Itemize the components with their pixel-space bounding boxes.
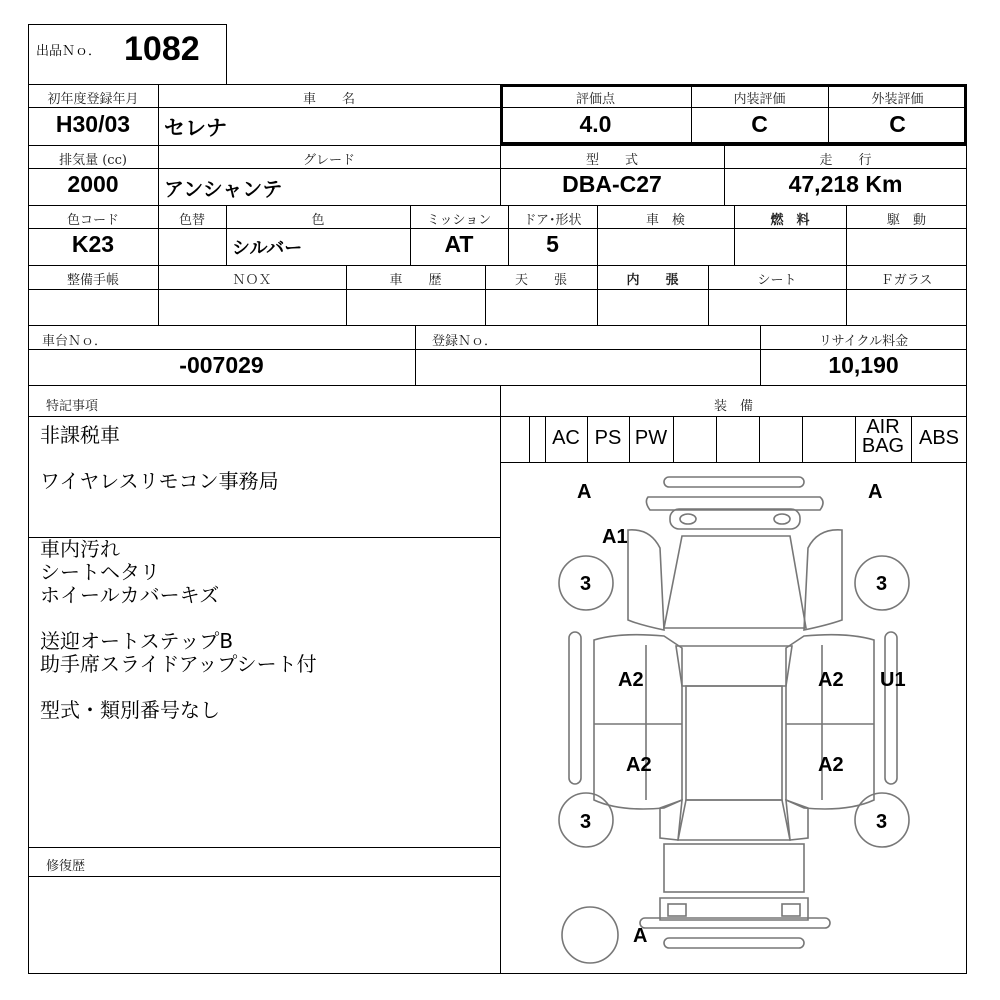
left-front-fender	[628, 530, 664, 630]
windshield	[664, 536, 806, 628]
hood-front	[670, 509, 800, 529]
color-code-value: K23	[71, 231, 115, 257]
front-grille	[646, 497, 823, 510]
score-value: 4.0	[579, 111, 612, 137]
repair-label: 修復歴	[46, 859, 86, 874]
mileage-value: 47,218 Km	[788, 171, 903, 197]
right-front-fender	[804, 530, 842, 630]
displacement-label: 排気量 (cc)	[59, 153, 127, 168]
damage-right-front-door: A2	[818, 669, 844, 691]
left-side-bar	[569, 632, 581, 784]
fuel-label: 燃 料	[770, 213, 810, 228]
damage-left-front-door: A2	[618, 669, 644, 691]
registration-label: 登録Ｎｏ．	[432, 334, 498, 349]
color-value: シルバー	[232, 238, 303, 259]
damage-front-right: A	[868, 481, 883, 503]
history-label: 車 歴	[389, 273, 442, 288]
chassis-value: -007029	[179, 352, 264, 378]
damage-windshield: A1	[602, 526, 628, 548]
model-label: 型 式	[585, 153, 638, 168]
mission-value: AT	[444, 231, 474, 257]
exterior-value: C	[889, 111, 906, 137]
spare-circle	[562, 907, 618, 963]
damage-left-rear-door: A2	[626, 754, 652, 776]
equipment-item: PW	[634, 427, 668, 449]
notes-block-1: 非課税車 ワイヤレスリモコン事務局	[40, 423, 279, 493]
right-side-bar	[885, 632, 897, 784]
door-value: 5	[546, 231, 559, 257]
damage-tire-rl: 3	[580, 811, 592, 833]
equipment-item: AIR BAG	[861, 416, 905, 457]
interior-label: 内装評価	[733, 92, 786, 107]
front-bumper	[664, 477, 804, 487]
reg-date-label: 初年度登録年月	[47, 92, 139, 107]
right-side-body	[786, 635, 874, 809]
equipment-item: ABS	[918, 427, 960, 449]
damage-tire-rr: 3	[876, 811, 888, 833]
color-change-label: 色替	[178, 213, 205, 228]
car-diagram	[501, 463, 966, 973]
color-label: 色	[311, 213, 325, 228]
damage-front-left: A	[577, 481, 592, 503]
displacement-value: 2000	[67, 171, 119, 197]
lot-label: 出品Ｎｏ．	[36, 44, 102, 59]
left-side-body	[594, 635, 682, 809]
mileage-label: 走 行	[819, 153, 872, 168]
damage-tire-fl: 3	[580, 573, 592, 595]
model-value: DBA-C27	[562, 171, 662, 197]
lot-number: 1082	[124, 30, 200, 68]
grade-label: グレード	[302, 153, 355, 168]
damage-right-rear-door: A2	[818, 754, 844, 776]
interior-trim-label: 内 張	[626, 273, 679, 288]
damage-tire-fr: 3	[876, 573, 888, 595]
equipment-item: AC	[552, 427, 580, 449]
mission-label: ミッション	[426, 213, 492, 228]
service-book-label: 整備手帳	[66, 273, 119, 288]
reg-date-value: H30/03	[55, 111, 131, 137]
damage-rear: A	[633, 925, 648, 947]
drive-label: 駆 動	[886, 213, 926, 228]
grade-value: アンシャンテ	[164, 177, 283, 201]
nox-label: ＮＯＸ	[232, 273, 272, 288]
seat-label: シート	[757, 273, 797, 288]
score-label: 評価点	[575, 92, 615, 107]
exterior-label: 外装評価	[871, 92, 924, 107]
notes-block-2: 車内汚れ シートヘタリ ホイールカバーキズ 送迎オートステップB 助手席スライドアップシート付 型式・類別番号なし	[40, 537, 317, 722]
interior-value: C	[751, 111, 768, 137]
recycle-label: リサイクル料金	[818, 334, 909, 349]
rear-window	[678, 800, 790, 840]
car-name-label: 車 名	[302, 92, 355, 107]
equipment-item: PS	[594, 427, 622, 449]
color-code-label: 色コード	[66, 213, 119, 228]
door-label: ドア･形状	[523, 213, 582, 228]
roof-label: 天 張	[514, 273, 567, 288]
equipment-label: 装 備	[713, 399, 753, 414]
glass-label: Ｆガラス	[880, 273, 933, 288]
notes-label: 特記事項	[46, 399, 99, 414]
inspection-label: 車 検	[645, 213, 685, 228]
chassis-label: 車台Ｎｏ．	[42, 334, 108, 349]
car-name-value: セレナ	[164, 116, 227, 140]
roof	[686, 686, 782, 800]
tailgate	[664, 844, 804, 892]
recycle-value: 10,190	[828, 352, 899, 378]
damage-right-side: U1	[880, 669, 906, 691]
roof-front	[676, 646, 792, 686]
